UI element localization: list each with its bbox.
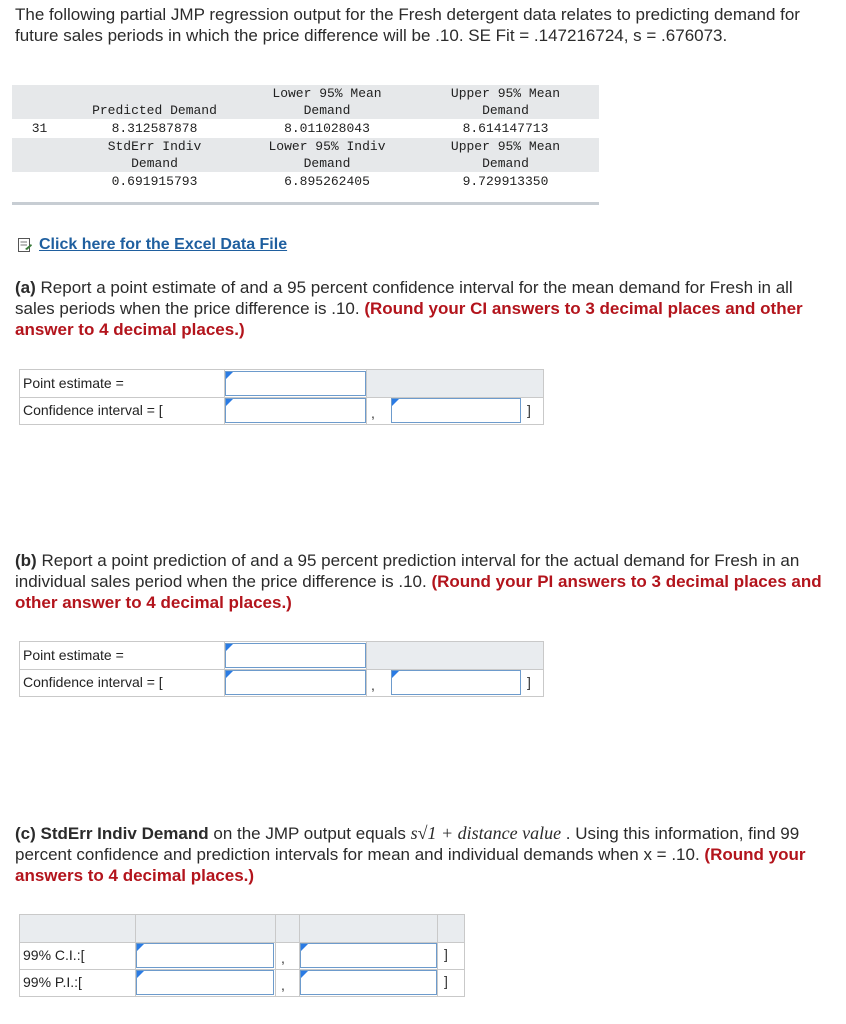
part-a-point-label: Point estimate = xyxy=(23,375,124,391)
table-border xyxy=(543,369,544,425)
jmp-header-lower-mean-2: Demand xyxy=(303,103,351,118)
part-b-answer-table xyxy=(19,641,544,697)
part-c-pi-upper-input[interactable] xyxy=(300,970,437,995)
jmp-header-row xyxy=(12,85,599,119)
jmp-predicted-value: 8.312587878 xyxy=(111,121,198,136)
part-c-pi-label: 99% P.I.:[ xyxy=(23,974,82,990)
jmp-row-id: 31 xyxy=(31,121,48,136)
part-b-point-label: Point estimate = xyxy=(23,647,124,663)
part-b-point-input[interactable] xyxy=(225,643,366,668)
table-border xyxy=(19,641,20,697)
part-c-ci-comma: , xyxy=(281,950,285,966)
jmp-lower-indiv-label: Lower 95% Indiv xyxy=(268,139,386,154)
cell-bg xyxy=(366,369,544,397)
jmp-stderr-value: 0.691915793 xyxy=(111,174,198,189)
part-c-text-1: on the JMP output equals xyxy=(208,824,411,843)
part-a-text: Report a point estimate of and a 95 percent confidence interval for the mean demand for Fresh in all sales periods when the price difference is .10. xyxy=(15,278,793,318)
part-b-ci-label: Confidence interval = [ xyxy=(23,674,163,690)
jmp-output-table xyxy=(12,85,599,205)
part-b-label: (b) xyxy=(15,551,37,570)
jmp-lower-mean-value: 8.011028043 xyxy=(284,121,370,136)
jmp-upper-value-2: 9.729913350 xyxy=(462,174,549,189)
part-c-pi-close-bracket: ] xyxy=(444,973,448,989)
jmp-upper-mean-value: 8.614147713 xyxy=(462,121,549,136)
jmp-stderr-label: StdErr Indiv xyxy=(107,139,202,154)
part-a-comma: , xyxy=(371,405,375,421)
part-a-point-input[interactable] xyxy=(225,371,366,396)
jmp-header-lower-mean: Lower 95% Mean xyxy=(272,86,382,101)
jmp-header-upper-mean: Upper 95% Mean xyxy=(450,86,561,101)
table-border xyxy=(19,996,465,997)
excel-file-icon xyxy=(17,237,33,253)
part-a-ci-label: Confidence interval = [ xyxy=(23,402,163,418)
jmp-header-predicted: Predicted Demand xyxy=(92,103,217,118)
part-a-question xyxy=(15,277,830,340)
jmp-stderr-label-2: Demand xyxy=(131,156,178,171)
jmp-values-row xyxy=(12,120,599,138)
part-a-answer-table xyxy=(19,369,544,425)
jmp-values-row-2 xyxy=(12,173,599,191)
part-b-question xyxy=(15,550,830,613)
table-border xyxy=(275,914,276,997)
part-a-close-bracket: ] xyxy=(527,402,531,418)
excel-data-link[interactable] xyxy=(17,236,287,254)
table-border xyxy=(19,369,544,370)
cell-bg xyxy=(366,641,544,669)
table-border xyxy=(437,914,438,997)
cell-bg xyxy=(19,914,465,942)
part-a-ci-lower-input[interactable] xyxy=(225,398,366,423)
intro-text: The following partial JMP regression output for the Fresh detergent data relates to predicting demand for future sales periods in which the price difference will be .10. SE Fit = .147216724, s = .676073. xyxy=(15,5,800,45)
part-a-instruction: (Round your CI answers to 3 decimal places and other answer to 4 decimal places.) xyxy=(15,299,803,339)
part-c-formula: s√1 + distance value xyxy=(410,823,562,843)
table-border xyxy=(543,641,544,697)
part-c-pi-comma: , xyxy=(281,977,285,993)
part-c-instruction: (Round your answers to 4 decimal places.) xyxy=(15,845,806,885)
table-border xyxy=(19,914,465,915)
jmp-upper-mean-label: Upper 95% Mean xyxy=(450,139,561,154)
excel-link-text[interactable]: Click here for the Excel Data File xyxy=(39,236,288,253)
part-c-text-2: . Using this information, find 99 percent confidence and prediction intervals for mean and individual demands when xyxy=(15,824,800,864)
table-border xyxy=(19,424,544,425)
part-c-ci-label: 99% C.I.:[ xyxy=(23,947,85,963)
part-b-pi-lower-input[interactable] xyxy=(225,670,366,695)
part-b-comma: , xyxy=(371,677,375,693)
part-b-pi-upper-input[interactable] xyxy=(391,670,521,695)
table-border xyxy=(19,914,20,997)
part-b-close-bracket: ] xyxy=(527,674,531,690)
jmp-sub-header-row xyxy=(12,138,599,172)
table-border xyxy=(19,369,20,425)
table-border xyxy=(19,696,544,697)
part-c-question xyxy=(15,823,830,886)
part-c-ci-upper-input[interactable] xyxy=(300,943,437,968)
part-c-ci-close-bracket: ] xyxy=(444,946,448,962)
jmp-upper-mean-label-2: Demand xyxy=(482,156,529,171)
part-a-ci-upper-input[interactable] xyxy=(391,398,521,423)
part-c-pi-lower-input[interactable] xyxy=(136,970,274,995)
table-border xyxy=(464,914,465,997)
part-c-text-3: . xyxy=(694,845,705,864)
part-a-label: (a) xyxy=(15,278,36,297)
part-c-label: (c) StdErr Indiv Demand xyxy=(15,824,209,843)
part-b-text: Report a point prediction of and a 95 percent prediction interval for the actual demand for Fresh in an individual sales period when the price difference is .10. xyxy=(15,551,800,591)
part-b-instruction: (Round your PI answers to 3 decimal places and other answer to 4 decimal places.) xyxy=(15,572,822,612)
jmp-lower-indiv-label-2: Demand xyxy=(303,156,351,171)
table-border xyxy=(19,641,544,642)
jmp-lower-indiv-value: 6.895262405 xyxy=(284,174,370,189)
jmp-header-upper-mean-2: Demand xyxy=(482,103,529,118)
part-c-ci-lower-input[interactable] xyxy=(136,943,274,968)
table-border xyxy=(366,641,367,697)
part-c-x-equals: x = .10 xyxy=(643,845,695,864)
part-c-answer-table xyxy=(19,914,465,997)
table-border xyxy=(366,369,367,425)
